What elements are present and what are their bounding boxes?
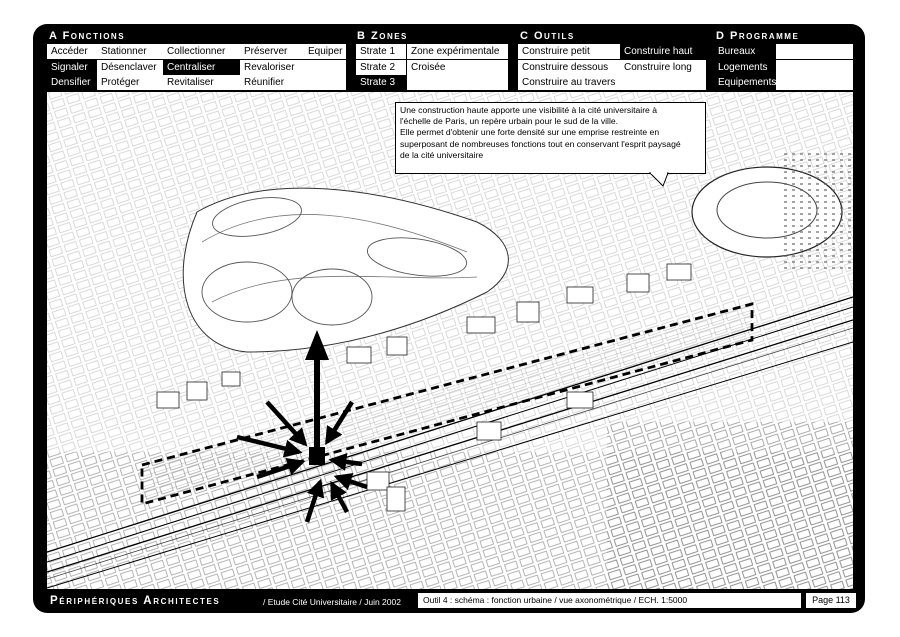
fonction-stationner[interactable]: Stationner bbox=[97, 44, 163, 59]
fonction-centraliser[interactable]: Centraliser bbox=[163, 60, 240, 75]
footer-subtitle: / Etude Cité Universitaire / Juin 2002 bbox=[263, 597, 401, 607]
programme-logements[interactable]: Logements bbox=[714, 60, 776, 75]
outil-construire-long[interactable]: Construire long bbox=[620, 60, 706, 75]
section-b-title: B Zones bbox=[357, 30, 408, 42]
zone-croisee[interactable]: Croisée bbox=[407, 60, 508, 75]
footer-caption: Outil 4 : schéma : fonction urbaine / vue axonométrique / ECH. 1:5000 bbox=[418, 593, 801, 608]
callout-line-2: l'échelle de Paris, un repère urbain pour le sud de la ville. bbox=[400, 116, 619, 127]
fonction-proteger[interactable]: Protéger bbox=[97, 75, 163, 90]
fonction-densifier[interactable]: Densifier bbox=[47, 75, 97, 90]
zone-strate-3[interactable]: Strate 3 bbox=[356, 75, 406, 90]
fonction-preserver[interactable]: Préserver bbox=[240, 44, 304, 59]
section-d-title: D Programme bbox=[716, 30, 800, 42]
callout-line-3: Elle permet d'obtenir une forte densité sur une emprise restreinte en bbox=[400, 127, 660, 138]
section-c-title: C Outils bbox=[520, 30, 575, 42]
fonction-reunifier[interactable]: Réunifier bbox=[240, 75, 346, 90]
zone-strate-1[interactable]: Strate 1 bbox=[356, 44, 406, 59]
footer-brand: Périphériques Architectes bbox=[50, 595, 221, 607]
fonction-acceder[interactable]: Accéder bbox=[47, 44, 97, 59]
fonction-signaler[interactable]: Signaler bbox=[47, 60, 97, 75]
fonction-revitaliser[interactable]: Revitaliser bbox=[163, 75, 240, 90]
callout-line-5: de la cité universitaire bbox=[400, 149, 484, 160]
fonction-revaloriser[interactable]: Revaloriser bbox=[240, 60, 346, 75]
outil-construire-au-travers[interactable]: Construire au travers bbox=[518, 75, 706, 90]
outil-construire-dessous[interactable]: Construire dessous bbox=[518, 60, 620, 75]
fonction-desenclaver[interactable]: Désenclaver bbox=[97, 60, 163, 75]
programme-equipements[interactable]: Equipements bbox=[714, 75, 776, 90]
fonction-collectionner[interactable]: Collectionner bbox=[163, 44, 240, 59]
zone-strate-2[interactable]: Strate 2 bbox=[356, 60, 406, 75]
outil-construire-petit[interactable]: Construire petit bbox=[518, 44, 620, 59]
page-number: Page 113 bbox=[806, 593, 856, 608]
section-a-title: A Fonctions bbox=[49, 30, 126, 42]
fonction-equiper[interactable]: Equiper bbox=[304, 44, 346, 59]
callout-line-1: Une construction haute apporte une visibilité à la cité universitaire à bbox=[400, 105, 658, 115]
callout-line-4: superposant de nombreuses fonctions tout en conservant l'esprit paysagé bbox=[400, 138, 681, 149]
zone-experimentale[interactable]: Zone expérimentale bbox=[407, 44, 508, 59]
programme-bureaux[interactable]: Bureaux bbox=[714, 44, 776, 59]
outil-construire-haut[interactable]: Construire haut bbox=[620, 44, 706, 59]
